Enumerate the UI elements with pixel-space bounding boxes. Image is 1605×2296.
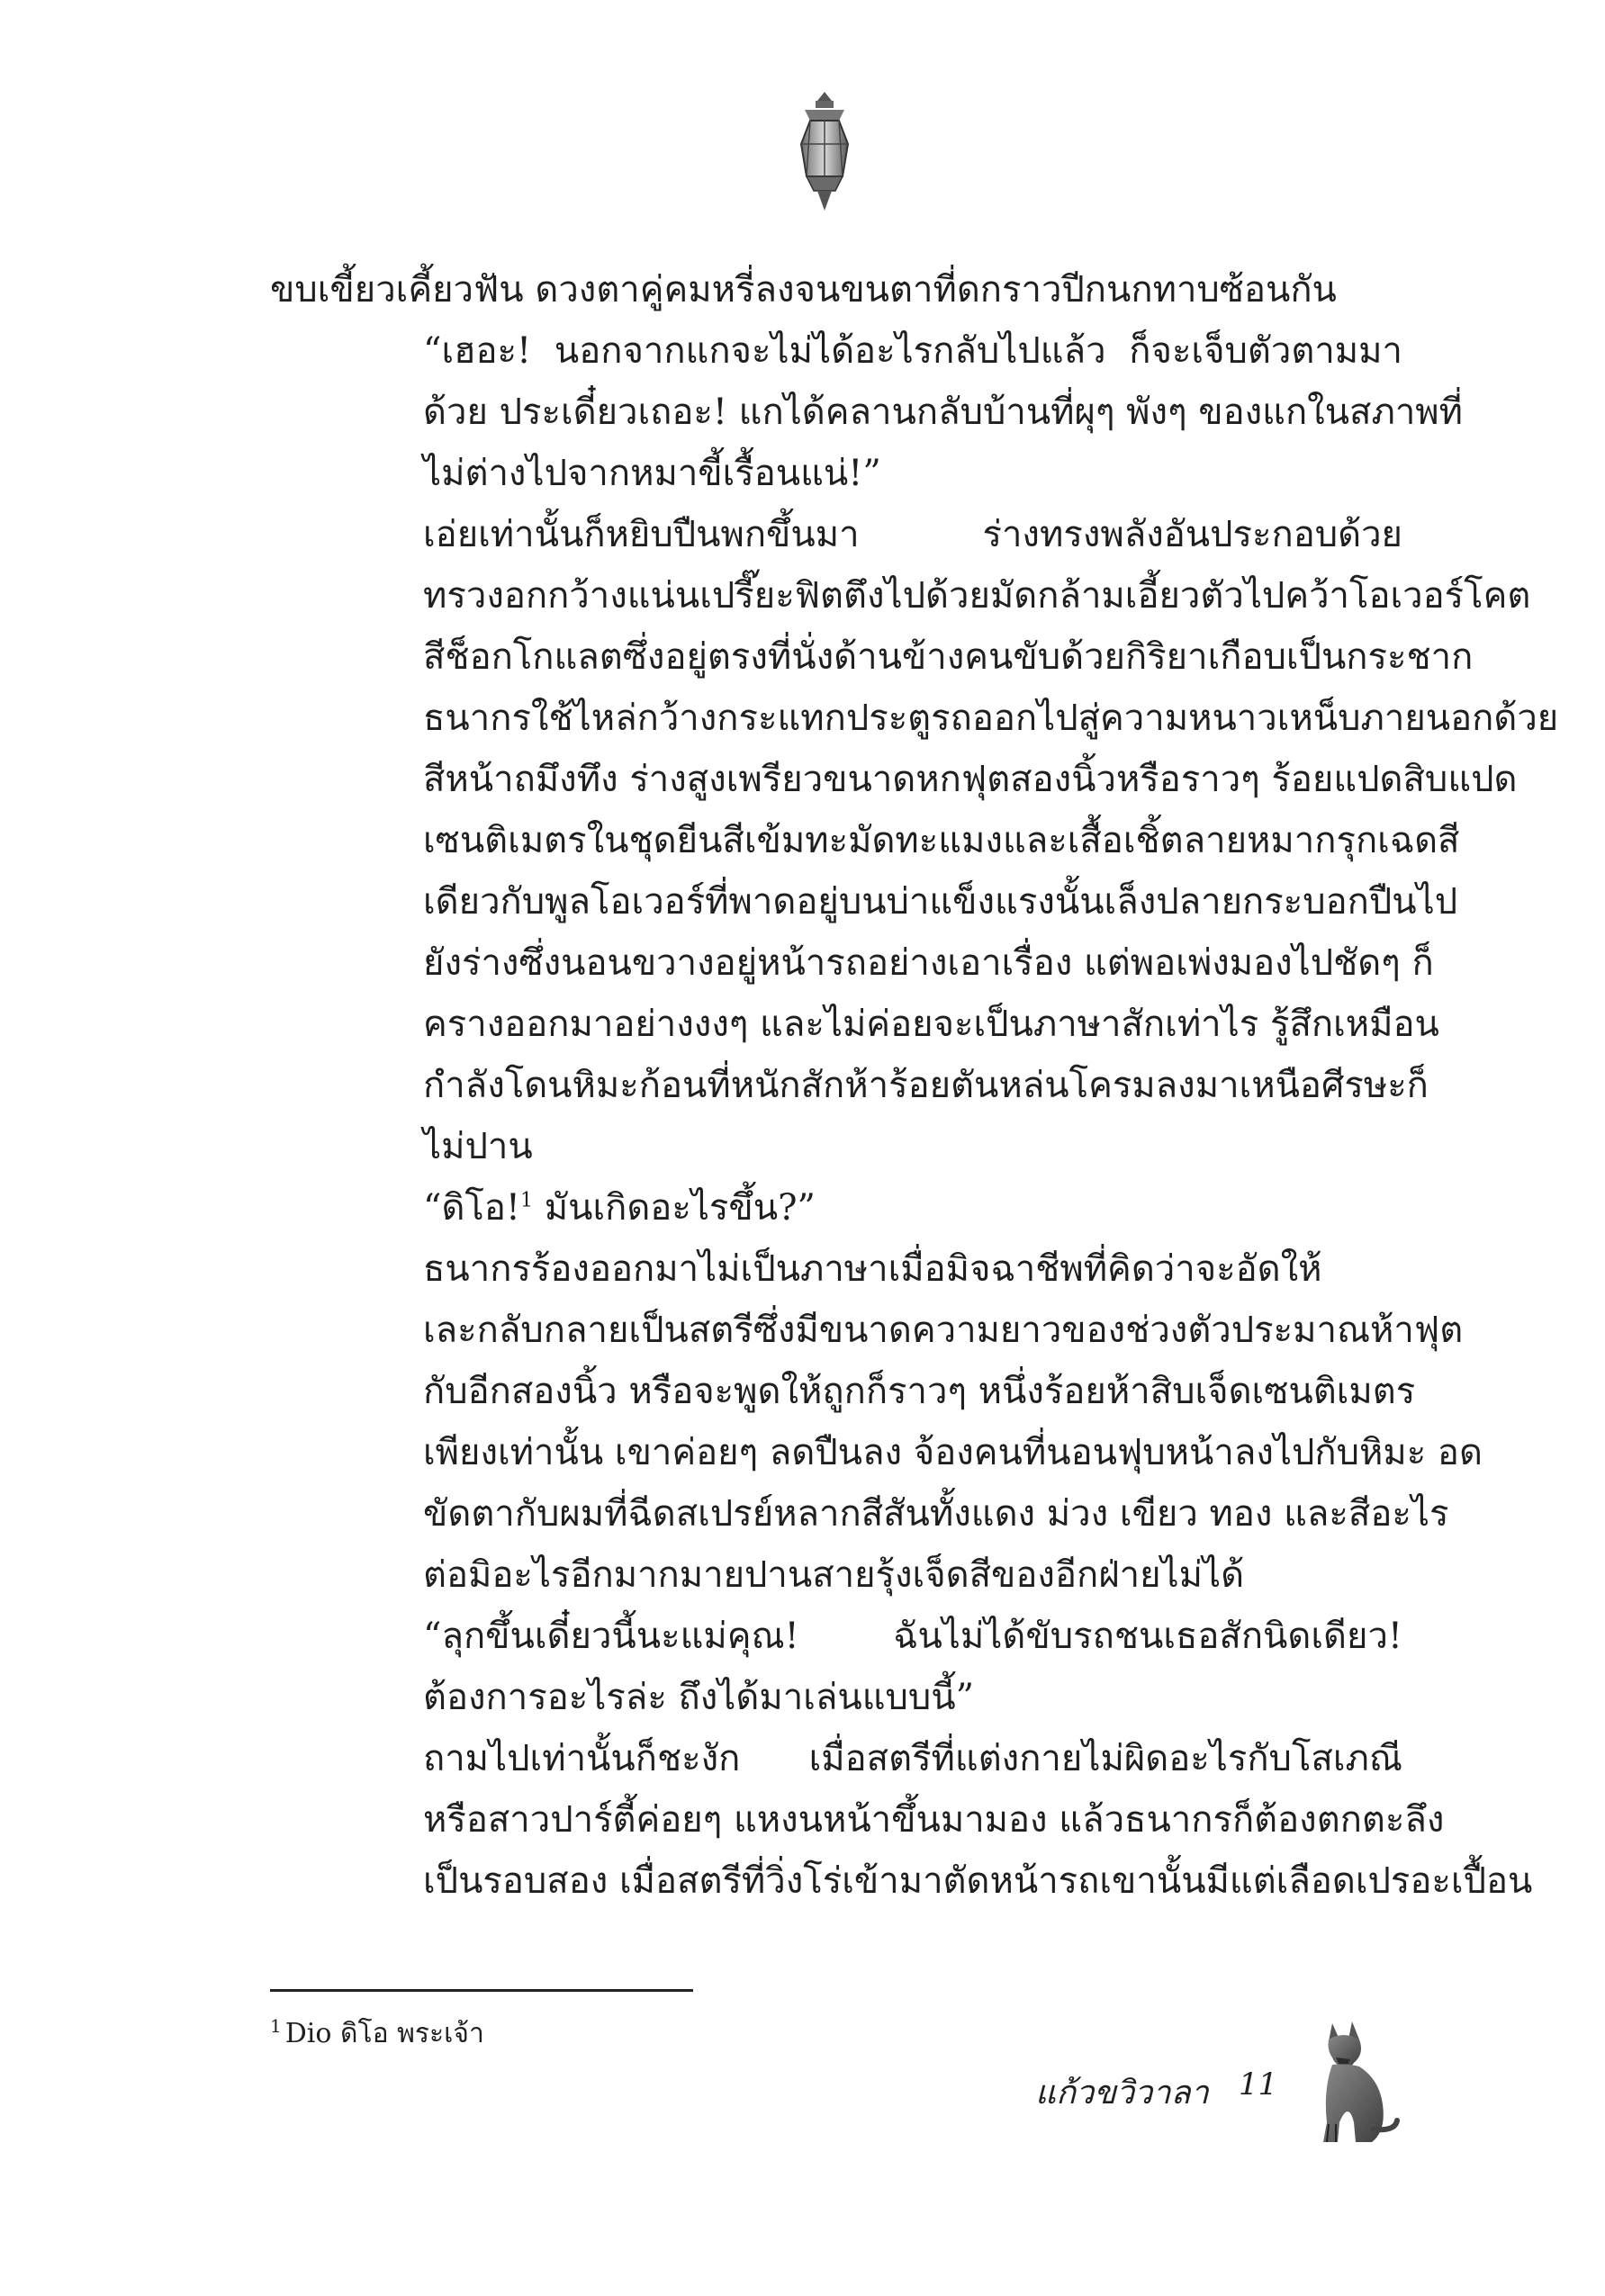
- footnote-number: 1: [270, 2015, 282, 2037]
- text-line: เซนติเมตรในชุดยีนสีเข้มทะมัดทะแมงและเสื้อเชิ้ตลายหมากรุกเฉดสี: [423, 820, 1460, 861]
- text-line: เอ่ยเท่านั้นก็หยิบปืนพกขึ้นมา ร่างทรงพลังอันประกอบด้วย: [423, 514, 1402, 555]
- text-line: เดียวกับพูลโอเวอร์ที่พาดอยู่บนบ่าแข็งแรงนั้นเล็งปลายกระบอกปืนไป: [423, 881, 1458, 923]
- dialogue-text-part: “ดิโอ!: [423, 1187, 521, 1229]
- text-line: ธนากรร้องออกมาไม่เป็นภาษาเมื่อมิจฉาชีพที่คิดว่าจะอัดให้: [423, 1248, 1322, 1290]
- paragraph: [270, 1728, 1533, 1912]
- text-line: กับอีกสองนิ้ว หรือจะพูดให้ถูกก็ราวๆ หนึ่งร้อยห้าสิบเจ็ดเซนติเมตร: [423, 1371, 1416, 1412]
- paragraph: [270, 1238, 1483, 1606]
- text-line: ทรวงอกกว้างแน่นเปรี๊ยะฟิตตึงไปด้วยมัดกล้ามเอี้ยวตัวไปคว้าโอเวอร์โคต: [423, 575, 1531, 617]
- text-line: ไม่ต่างไปจากหมาขี้เรื้อนแน่!”: [423, 453, 881, 494]
- text-line: สีช็อกโกแลตซึ่งอยู่ตรงที่นั่งด้านข้างคนขับด้วยกิริยาเกือบเป็นกระชาก: [423, 636, 1474, 678]
- text-line: ไม่ปาน: [423, 1126, 533, 1167]
- footnote-reference[interactable]: 1: [520, 1189, 534, 1212]
- text-line: เป็นรอบสอง เมื่อสตรีที่วิ่งโร่เข้ามาตัดหน้ารถเขานั้นมีแต่เลือดเปรอะเปื้อน: [423, 1860, 1533, 1902]
- text-line: “ลุกขึ้นเดี๋ยวนี้นะแม่คุณ! ฉันไม่ได้ขับรถชนเธอสักนิดเดียว!: [423, 1616, 1402, 1657]
- text-line: “เฮอะ! นอกจากแกจะไม่ได้อะไรกลับไปแล้ว ก็จะเจ็บตัวตามมา: [423, 330, 1402, 372]
- paragraph: [270, 1606, 1402, 1728]
- dialogue-text: [423, 1187, 816, 1229]
- text-line: กำลังโดนหิมะก้อนที่หนักสักห้าร้อยตันหล่นโครมลงมาเหนือศีรษะก็: [423, 1065, 1429, 1106]
- paragraph: [270, 504, 1559, 1177]
- running-title: แก้วขวิวาลา: [1035, 2075, 1209, 2111]
- footnote-text: Dio ดิโอ พระเจ้า: [284, 2018, 484, 2049]
- dialogue-text-part: มันเกิดอะไรขึ้น?”: [533, 1187, 816, 1229]
- text-line: [270, 1177, 1402, 1238]
- text-line: สีหน้าถมึงทึง ร่างสูงเพรียวขนาดหกฟุตสองนิ้วหรือราวๆ ร้อยแปดสิบแปด: [423, 759, 1518, 800]
- text-line: เพียงเท่านั้น เขาค่อยๆ ลดปืนลง จ้องคนที่นอนฟุบหน้าลงไปกับหิมะ อด: [423, 1432, 1483, 1473]
- dog-icon: [1296, 2014, 1404, 2149]
- footnote: [270, 2016, 484, 2052]
- text-line: ด้วย ประเดี๋ยวเถอะ! แกได้คลานกลับบ้านที่ผุๆ พังๆ ของแกในสภาพที่: [423, 392, 1464, 433]
- text-line: เละกลับกลายเป็นสตรีซึ่งมีขนาดความยาวของช่วงตัวประมาณห้าฟุต: [423, 1310, 1464, 1351]
- lantern-icon: [792, 90, 857, 216]
- text-line: ยังร่างซึ่งนอนขวางอยู่หน้ารถอย่างเอาเรื่อง แต่พอเพ่งมองไปชัดๆ ก็: [423, 942, 1434, 984]
- paragraph: [270, 320, 1464, 504]
- text-line: หรือสาวปาร์ตี้ค่อยๆ แหงนหน้าขึ้นมามอง แล้วธนากรก็ต้องตกตะลึง: [423, 1799, 1445, 1841]
- page-number: 11: [1239, 2066, 1278, 2102]
- body-text: [270, 259, 1559, 1912]
- footnote-divider: [270, 1989, 693, 1992]
- text-line: ครางออกมาอย่างงงๆ และไม่ค่อยจะเป็นภาษาสักเท่าไร รู้สึกเหมือน: [423, 1004, 1439, 1045]
- text-line: ถามไปเท่านั้นก็ชะงัก เมื่อสตรีที่แต่งกายไม่ผิดอะไรกับโสเภณี: [423, 1738, 1402, 1779]
- text-line: ต่อมิอะไรอีกมากมายปานสายรุ้งเจ็ดสีของอีกฝ่ายไม่ได้: [423, 1554, 1245, 1596]
- text-line: ขัดตากับผมที่ฉีดสเปรย์หลากสีสันทั้งแดง ม่วง เขียว ทอง และสีอะไร: [423, 1493, 1449, 1535]
- text-line: ขบเขี้ยวเคี้ยวฟัน ดวงตาคู่คมหรี่ลงจนขนตาที่ดกราวปีกนกทาบซ้อนกัน: [270, 269, 1337, 311]
- paragraph: [270, 259, 1402, 320]
- text-line: ธนากรใช้ไหล่กว้างกระแทกประตูรถออกไปสู่ความหนาวเหน็บภายนอกด้วย: [423, 698, 1559, 739]
- paragraph: [270, 1177, 1402, 1238]
- text-line: ต้องการอะไรล่ะ ถึงได้มาเล่นแบบนี้”: [423, 1677, 975, 1718]
